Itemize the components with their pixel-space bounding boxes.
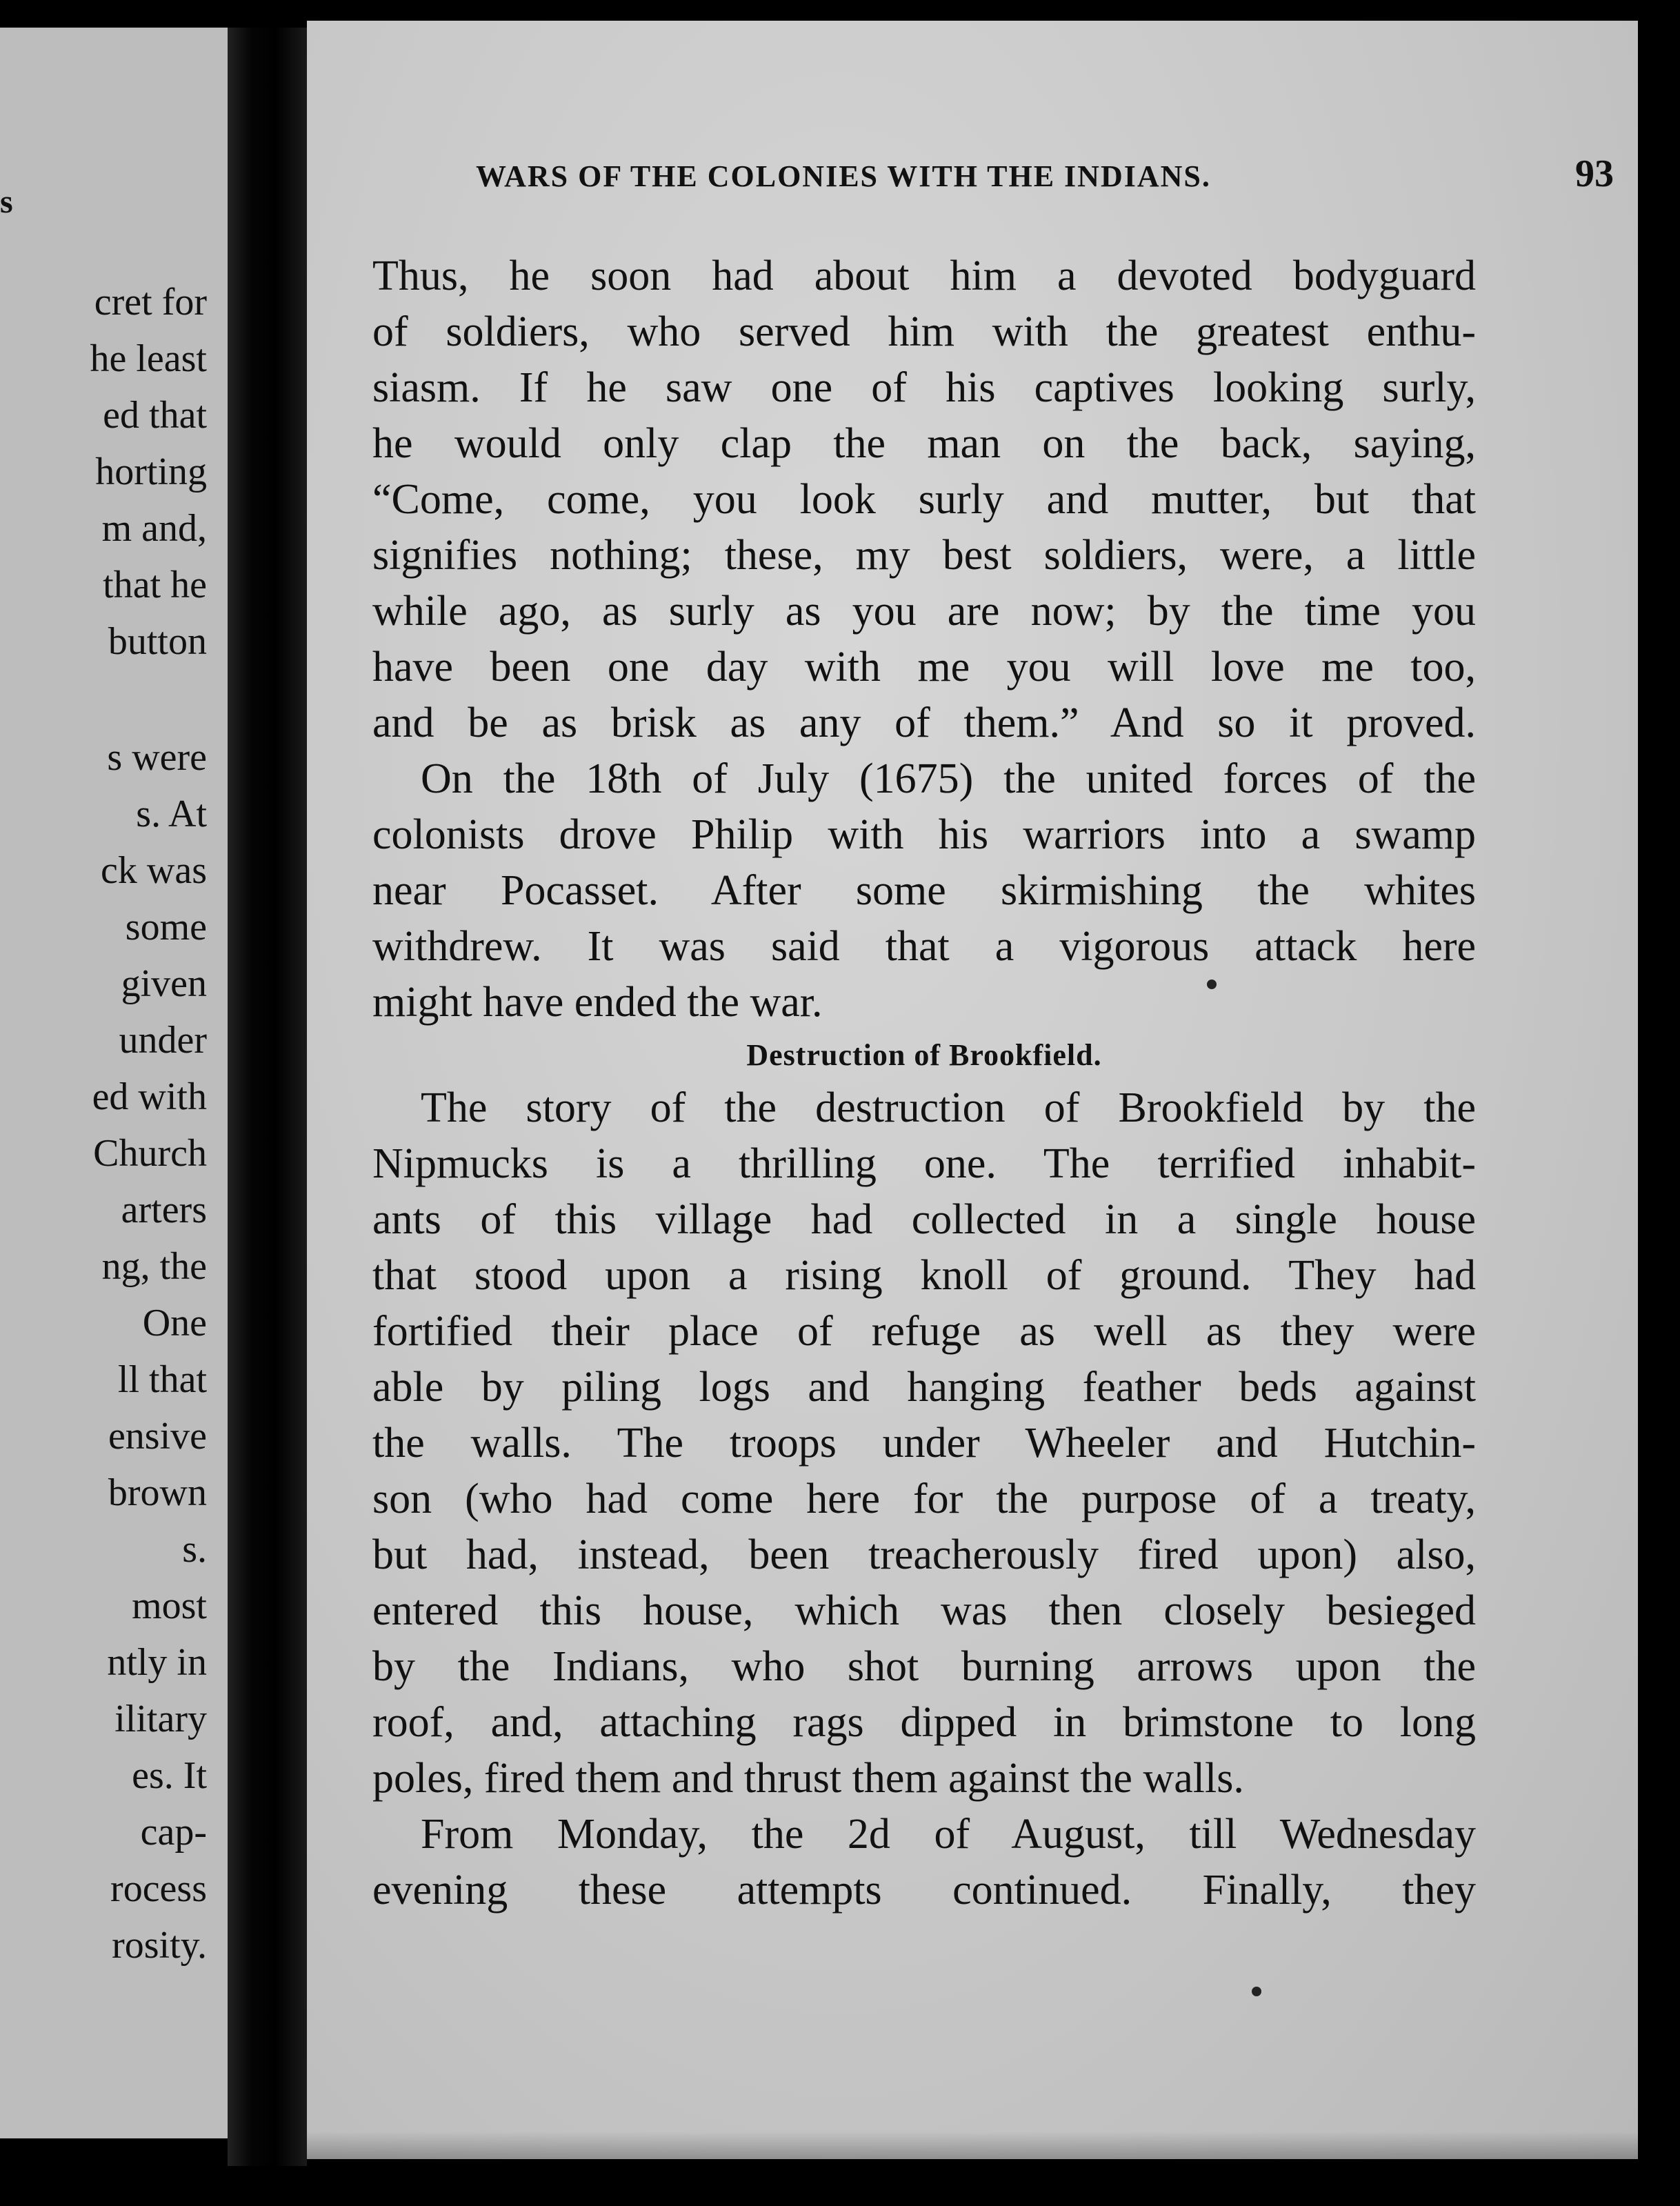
previous-page-line: s.: [182, 1528, 207, 1571]
book-gutter: [228, 28, 307, 2166]
previous-page-line: ck was: [101, 849, 207, 892]
previous-page-line: rocess: [110, 1867, 207, 1910]
previous-page-line: most: [132, 1584, 207, 1627]
previous-page-fragment: [0, 28, 228, 2138]
previous-page-line: given: [121, 962, 207, 1005]
text-line: have been one day with me you will love me too,: [372, 644, 1476, 690]
book-page: [307, 21, 1638, 2159]
previous-page-line: button: [108, 620, 207, 663]
text-line: colonists drove Philip with his warriors into a swamp: [372, 811, 1476, 858]
previous-page-line: ntly in: [107, 1641, 207, 1684]
previous-page-line: Church: [93, 1132, 207, 1175]
previous-page-line: ensive: [108, 1415, 207, 1458]
previous-page-line: rosity.: [112, 1924, 207, 1967]
previous-page-running-head: s: [0, 183, 13, 220]
text-line: of soldiers, who served him with the greatest enthu-: [372, 308, 1476, 355]
text-line: Nipmucks is a thrilling one. The terrified inhabit-: [372, 1140, 1476, 1187]
paragraph-4: [372, 1807, 1476, 1918]
text-line: withdrew. It was said that a vigorous attack here: [372, 923, 1476, 970]
text-line: the walls. The troops under Wheeler and Hutchin-: [372, 1420, 1476, 1467]
text-line: entered this house, which was then closely besieged: [372, 1587, 1476, 1634]
paragraph-1: [372, 248, 1476, 751]
text-line: while ago, as surly as you are now; by the time you: [372, 588, 1476, 635]
text-line: evening these attempts continued. Finally, they: [372, 1867, 1476, 1914]
text-line: On the 18th of July (1675) the united forces of the: [421, 755, 1476, 802]
text-line: fortified their place of refuge as well as they were: [372, 1308, 1476, 1355]
text-line: but had, instead, been treacherously fired upon) also,: [372, 1531, 1476, 1578]
body-text: [372, 248, 1476, 1918]
previous-page-line: cret for: [94, 281, 207, 324]
text-line: he would only clap the man on the back, saying,: [372, 420, 1476, 467]
previous-page-line: m and,: [101, 507, 207, 550]
text-line: poles, fired them and thrust them against the walls.: [372, 1755, 1244, 1802]
previous-page-line: horting: [95, 450, 207, 493]
text-line: From Monday, the 2d of August, till Wednesday: [421, 1811, 1476, 1858]
text-line: son (who had come here for the purpose of a treaty,: [372, 1475, 1476, 1522]
ink-spot: [1252, 1987, 1261, 1996]
text-line: near Pocasset. After some skirmishing the whites: [372, 867, 1476, 914]
previous-page-line: ng, the: [101, 1245, 207, 1288]
paragraph-3: [372, 1080, 1476, 1807]
previous-page-line: some: [125, 906, 207, 948]
previous-page-line: ilitary: [114, 1698, 207, 1740]
previous-page-line: ll that: [117, 1358, 207, 1401]
paragraph-2: [372, 751, 1476, 1031]
text-line: able by piling logs and hanging feather beds against: [372, 1364, 1476, 1411]
text-line: siasm. If he saw one of his captives looking surly,: [372, 364, 1476, 411]
text-line: that stood upon a rising knoll of ground. They had: [372, 1252, 1476, 1299]
previous-page-line: es. It: [132, 1754, 207, 1797]
previous-page-line: ed with: [92, 1075, 207, 1118]
previous-page-line: he least: [90, 337, 207, 380]
previous-page-line: ed that: [103, 394, 207, 437]
previous-page-line: arters: [121, 1189, 207, 1231]
previous-page-line: One: [142, 1302, 207, 1344]
text-line: and be as brisk as any of them.” And so it proved.: [372, 699, 1476, 746]
previous-page-line: s. At: [136, 793, 207, 835]
page-bottom-shadow: [307, 2132, 1638, 2159]
page-number: 93: [1575, 152, 1614, 195]
text-line: roof, and, attaching rags dipped in brimstone to long: [372, 1699, 1476, 1746]
previous-page-line: cap-: [140, 1811, 207, 1854]
previous-page-line: brown: [108, 1471, 207, 1514]
text-line: The story of the destruction of Brookfield by the: [421, 1084, 1476, 1131]
text-line: signifies nothing; these, my best soldiers, were, a little: [372, 532, 1476, 579]
text-line: Thus, he soon had about him a devoted bodyguard: [372, 252, 1476, 299]
ink-spot: [1207, 980, 1217, 989]
text-line: might have ended the war.: [372, 979, 823, 1026]
previous-page-line: that he: [103, 564, 207, 606]
previous-page-line: under: [119, 1019, 207, 1062]
running-title: WARS OF THE COLONIES WITH THE INDIANS.: [476, 159, 1211, 193]
section-heading: Destruction of Brookfield.: [746, 1038, 1102, 1072]
previous-page-line: s were: [107, 736, 207, 779]
text-line: “Come, come, you look surly and mutter, but that: [372, 476, 1476, 523]
running-head: [476, 152, 1641, 207]
text-line: ants of this village had collected in a single house: [372, 1196, 1476, 1243]
text-line: by the Indians, who shot burning arrows upon the: [372, 1643, 1476, 1690]
